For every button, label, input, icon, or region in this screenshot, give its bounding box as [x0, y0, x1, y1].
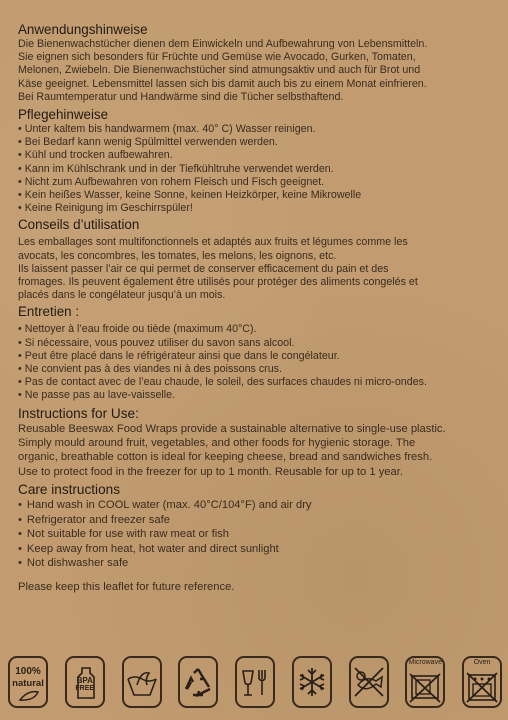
- de-care-list: [18, 123, 494, 215]
- en-heading: Instructions for Use:: [18, 405, 139, 421]
- en-intro: [18, 422, 494, 480]
- fr-care-heading: Entretien :: [18, 304, 80, 320]
- de-care-item: • Keine Reinigung im Geschirrspüler!: [18, 202, 494, 215]
- crossed-oven-glyph: [465, 670, 499, 704]
- de-intro-line: Bei Raumtemperatur und Handwärme sind die Tücher selbsthaftend.: [18, 90, 344, 103]
- en-care-item: • Not dishwasher safe: [18, 556, 494, 570]
- de-heading: Anwendungshinweise: [18, 22, 148, 37]
- natural-word: natural: [12, 678, 44, 689]
- de-care-item: • Nicht zum Aufbewahren von rohem Fleisch und Fisch geeignet.: [18, 176, 494, 189]
- food-safe-icon: [235, 656, 275, 708]
- crossed-microwave-glyph: [408, 670, 442, 704]
- free-label: FREE: [75, 685, 95, 692]
- hand-wash-glyph: [125, 665, 159, 699]
- de-intro-line: Sie eignen sich besonders für Früchte und Gemüse wie Avocado, Gurken, Tomaten,: [18, 51, 416, 64]
- fr-care-item: • Ne passe pas au lave-vaisselle.: [18, 389, 494, 402]
- no-microwave-icon: [405, 656, 445, 708]
- en-care-list: [18, 498, 494, 570]
- fr-care-list: [18, 323, 494, 402]
- bpa-label: BPA: [76, 676, 93, 685]
- natural-percent: 100%: [15, 666, 41, 677]
- microwave-label: Microwave: [408, 659, 442, 666]
- en-intro-line: Use to protect food in the freezer for up to 1 month. Reusable for up to 1 year.: [18, 465, 403, 478]
- no-raw-meat-fish-icon: [349, 656, 389, 708]
- fr-care-item: • Peut être placé dans le réfrigérateur ainsi que dans le congélateur.: [18, 350, 494, 363]
- en-intro-line: Reusable Beeswax Food Wraps provide a sustainable alternative to single-use plastic.: [18, 422, 446, 435]
- de-intro-line: Melonen, Zwiebeln. Die Bienenwachstücher sind atmungsaktiv und auch für Brot und: [18, 64, 421, 77]
- recycle-icon: [178, 656, 218, 708]
- en-care-heading: Care instructions: [18, 482, 120, 498]
- freezer-safe-icon: [292, 656, 332, 708]
- oven-label: Oven: [473, 659, 491, 666]
- fr-care-item: • Nettoyer à l’eau froide ou tiède (maximum 40°C).: [18, 323, 494, 336]
- fr-care-item: • Ne convient pas à des viandes ni à des poissons crus.: [18, 363, 494, 376]
- fr-heading: Conseils d’utilisation: [18, 217, 140, 233]
- en-care-item: • Refrigerator and freezer safe: [18, 513, 494, 527]
- snowflake-glyph: [295, 665, 329, 699]
- de-intro-line: Käse geeignet. Lebensmittel lassen sich bis damit auch bis zu einem Monat einfrieren.: [18, 77, 427, 90]
- de-care-item: • Kann im Kühlschrank und in der Tiefkühltruhe verwendet werden.: [18, 163, 494, 176]
- no-oven-icon: [462, 656, 502, 708]
- de-care-heading: Pflegehinweise: [18, 107, 109, 123]
- de-care-item: • Bei Bedarf kann wenig Spülmittel verwenden werden.: [18, 136, 494, 149]
- natural-100-icon: [8, 656, 48, 708]
- crossed-fish-glyph: [352, 665, 386, 699]
- leaflet-content: [18, 22, 494, 606]
- en-care-item: • Not suitable for use with raw meat or fish: [18, 527, 494, 541]
- fr-intro: [18, 236, 494, 302]
- en-care-item: • Hand wash in COOL water (max. 40°C/104°F) and air dry: [18, 498, 494, 512]
- bpa-free-icon: [65, 656, 105, 708]
- fr-care-item: • Pas de contact avec de l’eau chaude, le soleil, des surfaces chaudes ni micro-ondes.: [18, 376, 494, 389]
- de-care-item: • Unter kaltem bis handwarmem (max. 40° C) Wasser reinigen.: [18, 123, 494, 136]
- de-care-item: • Kühl und trocken aufbewahren.: [18, 149, 494, 162]
- en-care-item: • Keep away from heat, hot water and direct sunlight: [18, 542, 494, 556]
- fr-intro-line: Les emballages sont multifonctionnels et adaptés aux fruits et légumes comme les: [18, 236, 408, 249]
- glass-fork-glyph: [238, 665, 272, 699]
- symbol-row: [8, 656, 502, 712]
- fr-care-item: • Si nécessaire, vous pouvez utiliser du savon sans alcool.: [18, 337, 494, 350]
- en-intro-line: organic, breathable cotton is ideal for keeping cheese, bread and sandwiches fresh.: [18, 451, 433, 464]
- en-section: [18, 403, 494, 595]
- fr-intro-line: placés dans le congélateur jusqu’à un mois.: [18, 289, 226, 302]
- hand-wash-icon: [122, 656, 162, 708]
- fr-intro-line: Ils laissent passer l’air ce qui permet de conserver efficacement du pain et des: [18, 262, 389, 275]
- de-care-item: • Kein heißes Wasser, keine Sonne, keinen Heizkörper, keine Mikrowelle: [18, 189, 494, 202]
- leaf-icon: [18, 690, 40, 702]
- fr-intro-line: fromages. Ils peuvent également être utilisés pour protéger des aliments congelés et: [18, 276, 418, 289]
- de-intro: [18, 38, 494, 104]
- fr-intro-line: avocats, les concombres, les tomates, les melons, les oignons, etc.: [18, 249, 337, 262]
- de-intro-line: Die Bienenwachstücher dienen dem Einwickeln und Aufbewahrung von Lebensmitteln.: [18, 38, 428, 50]
- recycle-arrows: [181, 665, 215, 699]
- keep-leaflet-note: Please keep this leaflet for future reference.: [18, 581, 235, 594]
- en-intro-line: Simply mould around fruit, vegetables, and other foods for hygienic storage. The: [18, 437, 416, 450]
